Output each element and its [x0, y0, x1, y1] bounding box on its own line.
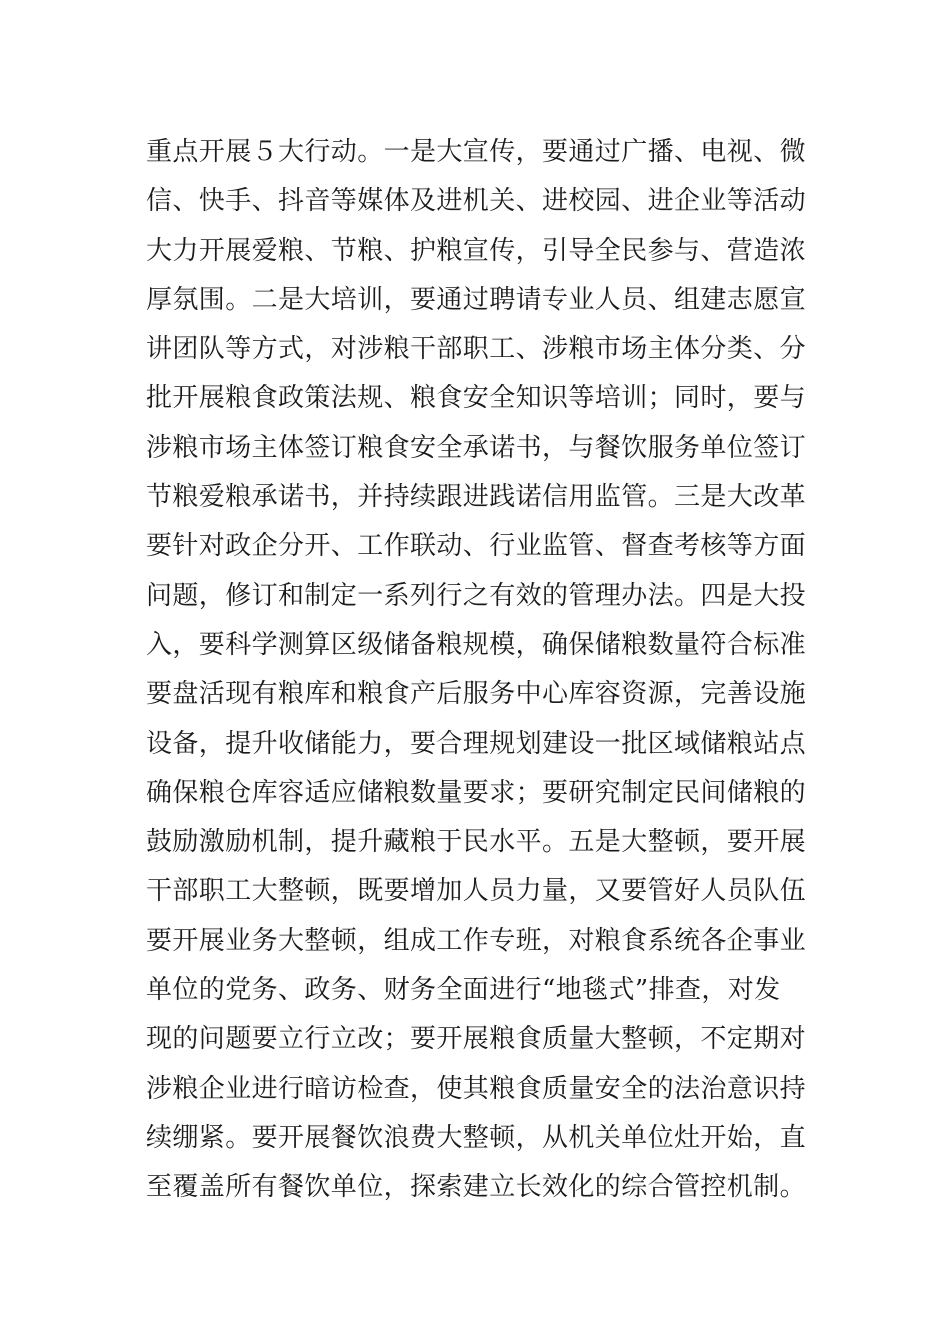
- text-line: 厚氛围。二是大培训，要通过聘请专业人员、组建志愿宣: [146, 284, 807, 315]
- text-line: 要针对政企分开、工作联动、行业监管、督查考核等方面: [146, 531, 807, 562]
- body-paragraph: [146, 128, 826, 1213]
- text-line: 讲团队等方式，对涉粮干部职工、涉粮市场主体分类、分: [146, 334, 807, 365]
- text-line: 要盘活现有粮库和粮食产后服务中心库容资源，完善设施: [146, 679, 807, 710]
- text-line: 干部职工大整顿，既要增加人员力量，又要管好人员队伍: [146, 876, 807, 907]
- text-line: 要开展业务大整顿，组成工作专班，对粮食系统各企事业: [146, 925, 807, 956]
- text-line: 鼓励激励机制，提升藏粮于民水平。五是大整顿，要开展: [146, 827, 807, 858]
- text-line: 大力开展爱粮、节粮、护粮宣传，引导全民参与、营造浓: [146, 235, 807, 266]
- text-line: 单位的党务、政务、财务全面进行“地毯式”排查，对发: [146, 975, 781, 1006]
- text-line: 设备，提升收储能力，要合理规划建设一批区域储粮站点: [146, 728, 807, 759]
- text-line: 信、快手、抖音等媒体及进机关、进校园、进企业等活动: [146, 186, 807, 217]
- text-line: 节粮爱粮承诺书，并持续跟进践诺信用监管。三是大改革: [146, 482, 807, 513]
- text-line: 批开展粮食政策法规、粮食安全知识等培训；同时，要与: [146, 383, 807, 414]
- text-line: 现的问题要立行立改；要开展粮食质量大整顿，不定期对: [146, 1024, 807, 1055]
- text-line: 确保粮仓库容适应储粮数量要求；要研究制定民间储粮的: [146, 777, 807, 808]
- text-line: 问题，修订和制定一系列行之有效的管理办法。四是大投: [146, 580, 807, 611]
- text-line: 至覆盖所有餐饮单位，探索建立长效化的综合管控机制。: [146, 1172, 807, 1203]
- text-line: 续绷紧。要开展餐饮浪费大整顿，从机关单位灶开始，直: [146, 1122, 807, 1153]
- text-line: 涉粮企业进行暗访检查，使其粮食质量安全的法治意识持: [146, 1073, 807, 1104]
- text-line: 重点开展５大行动。一是大宣传，要通过广播、电视、微: [146, 137, 807, 167]
- text-line: 入，要科学测算区级储备粮规模，确保储粮数量符合标准: [146, 629, 807, 660]
- text-line: 涉粮市场主体签订粮食安全承诺书，与餐饮服务单位签订: [146, 432, 807, 463]
